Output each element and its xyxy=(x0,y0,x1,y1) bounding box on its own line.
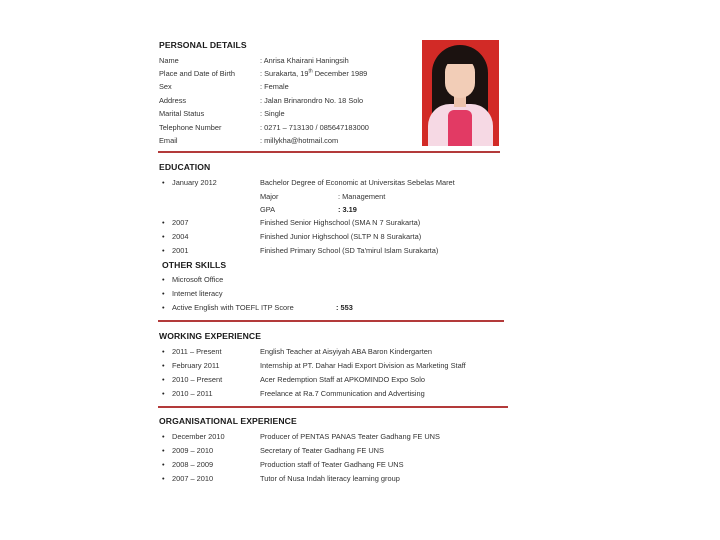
bullet-icon: • xyxy=(162,389,165,398)
bullet-icon: • xyxy=(162,246,165,255)
personal-value-sex: : Female xyxy=(260,82,289,91)
toefl-score: : 553 xyxy=(336,303,353,312)
other-skills-heading: OTHER SKILLS xyxy=(162,260,227,270)
personal-details-heading: PERSONAL DETAILS xyxy=(159,40,247,50)
personal-value-address: : Jalan Brinarondro No. 18 Solo xyxy=(260,96,364,105)
education-date-4: 2001 xyxy=(172,246,189,255)
birth-value-sup: th xyxy=(308,68,313,75)
bullet-icon: • xyxy=(162,218,165,227)
working-date-4: 2010 – 2011 xyxy=(172,389,213,398)
working-text-3: Acer Redemption Staff at APKOMINDO Expo Solo xyxy=(260,375,425,384)
education-major-label: Major xyxy=(260,192,279,201)
org-text-1: Producer of PENTAS PANAS Teater Gadhang FE UNS xyxy=(260,432,440,441)
divider-education xyxy=(158,320,504,322)
bullet-icon: • xyxy=(162,432,165,441)
bullet-icon: • xyxy=(162,232,165,241)
education-gpa-label: GPA xyxy=(260,205,276,214)
working-experience-heading: WORKING EXPERIENCE xyxy=(159,331,262,341)
education-text-3: Finished Junior Highschool (SLTP N 8 Surakarta) xyxy=(260,232,422,241)
education-text-1: Bachelor Degree of Economic at Universitas Sebelas Maret xyxy=(260,178,455,187)
profile-photo xyxy=(422,40,499,146)
personal-label-email: Email xyxy=(159,136,178,145)
skill-1: Microsoft Office xyxy=(172,275,224,284)
working-text-1: English Teacher at Aisyiyah ABA Baron Kindergarten xyxy=(260,347,433,356)
org-date-4: 2007 – 2010 xyxy=(172,474,214,483)
working-date-3: 2010 – Present xyxy=(172,375,223,384)
personal-label-marital: Marital Status xyxy=(159,109,205,118)
education-major-value: : Management xyxy=(338,192,386,201)
personal-value-marital: : Single xyxy=(260,109,285,118)
divider-personal xyxy=(158,151,500,153)
personal-label-sex: Sex xyxy=(159,82,172,91)
org-date-3: 2008 – 2009 xyxy=(172,460,214,469)
birth-value-part2: December 1989 xyxy=(312,69,368,78)
education-date-1: January 2012 xyxy=(172,178,217,187)
skill-3: Active English with TOEFL ITP Score xyxy=(172,303,294,312)
education-date-2: 2007 xyxy=(172,218,189,227)
org-text-4: Tutor of Nusa Indah literacy learning group xyxy=(260,474,400,483)
birth-value-part1: : Surakarta, 19 xyxy=(260,69,309,78)
bullet-icon: • xyxy=(162,460,165,469)
personal-value-birth xyxy=(260,69,367,78)
personal-label-address: Address xyxy=(159,96,187,105)
bullet-icon: • xyxy=(162,303,165,312)
org-text-3: Production staff of Teater Gadhang FE UNS xyxy=(260,460,404,469)
working-date-1: 2011 – Present xyxy=(172,347,222,356)
education-date-3: 2004 xyxy=(172,232,189,241)
bullet-icon: • xyxy=(162,474,165,483)
working-text-4: Freelance at Ra.7 Communication and Advertising xyxy=(260,389,425,398)
personal-label-name: Name xyxy=(159,56,179,65)
bullet-icon: • xyxy=(162,275,165,284)
bullet-icon: • xyxy=(162,446,165,455)
org-text-2: Secretary of Teater Gadhang FE UNS xyxy=(260,446,384,455)
bullet-icon: • xyxy=(162,375,165,384)
skill-2: Internet literacy xyxy=(172,289,223,298)
personal-value-email[interactable]: : millykha@hotmail.com xyxy=(260,136,339,145)
working-date-2: February 2011 xyxy=(172,361,220,370)
divider-working xyxy=(158,406,508,408)
bullet-icon: • xyxy=(162,361,165,370)
education-heading: EDUCATION xyxy=(159,162,211,172)
personal-label-birth: Place and Date of Birth xyxy=(159,69,236,78)
education-gpa-value: : 3.19 xyxy=(338,205,357,214)
organisational-experience-heading: ORGANISATIONAL EXPERIENCE xyxy=(159,416,297,426)
personal-value-phone: : 0271 – 713130 / 085647183000 xyxy=(260,123,369,132)
photo-bangs xyxy=(442,50,478,64)
personal-value-name: : Anrisa Khairani Haningsih xyxy=(260,56,349,65)
org-date-1: December 2010 xyxy=(172,432,225,441)
working-text-2: Internship at PT. Dahar Hadi Export Division as Marketing Staff xyxy=(260,361,466,370)
bullet-icon: • xyxy=(162,347,165,356)
org-date-2: 2009 – 2010 xyxy=(172,446,214,455)
personal-label-phone: Telephone Number xyxy=(159,123,222,132)
bullet-icon: • xyxy=(162,289,165,298)
photo-top xyxy=(448,110,472,146)
photo-face xyxy=(445,58,475,98)
education-text-2: Finished Senior Highschool (SMA N 7 Surakarta) xyxy=(260,218,421,227)
bullet-icon: • xyxy=(162,178,165,187)
education-text-4: Finished Primary School (SD Ta'mirul Islam Surakarta) xyxy=(260,246,439,255)
